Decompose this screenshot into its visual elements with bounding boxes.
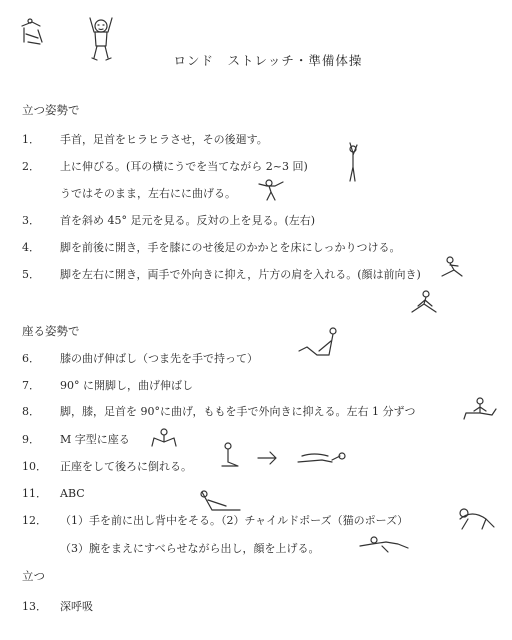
- figure-kneel-recline: [218, 440, 348, 470]
- list-item: [22, 212, 315, 228]
- item-number: 5．: [22, 268, 40, 281]
- figure-seated-reach: [186, 488, 244, 514]
- item-continuation: （3）腕をまえにすべらせながら出し，顔を上げる。: [60, 542, 320, 555]
- item-continuation: うではそのまま，左右にに曲げる。: [60, 187, 236, 200]
- item-text: 正座をして後ろに倒れる。: [60, 460, 192, 473]
- list-item: [22, 377, 193, 393]
- item-number: 12．: [22, 514, 47, 527]
- item-number: 2．: [22, 160, 40, 173]
- section-sitting: 座る姿勢で: [22, 324, 80, 338]
- item-number: 9．: [22, 433, 40, 446]
- item-text: 上に伸びる。(耳の横にうでを当てながら 2~3 回): [60, 160, 308, 173]
- list-item: [22, 158, 308, 174]
- item-text: 手首，足首をヒラヒラさせ，その後廻す。: [60, 133, 268, 146]
- figure-prone-reach: [358, 534, 410, 554]
- list-item: [22, 239, 401, 255]
- figure-stretch-up: [344, 143, 360, 183]
- figure-shelf-sketch: [18, 16, 48, 46]
- item-text: 深呼吸: [60, 600, 93, 613]
- figure-seated-knee-bend: [297, 325, 345, 361]
- page-title: ロンド ストレッチ・準備体操: [173, 53, 363, 68]
- figure-child-pose: [452, 505, 498, 533]
- figure-seated-90-90: [462, 397, 498, 421]
- item-number: 10．: [22, 460, 47, 473]
- item-text: 脚を左右に開き，両手で外向きに抑え，片方の肩を入れる。(顔は前向き): [60, 268, 421, 281]
- item-text: （1）手を前に出し背中をそる。（2）チャイルドポーズ（猫のポーズ）: [60, 514, 409, 527]
- item-number: 8．: [22, 405, 40, 418]
- item-number: 7．: [22, 379, 40, 392]
- list-item: [22, 485, 85, 501]
- list-item: [22, 512, 408, 528]
- item-number: 1．: [22, 133, 40, 146]
- item-text: 膝の曲げ伸ばし（つま先を手で持って）: [60, 352, 258, 365]
- list-item: [22, 403, 416, 419]
- figure-m-sit: [150, 428, 178, 450]
- item-text: ABC: [60, 487, 85, 500]
- item-text: 90° に開脚し，曲げ伸ばし: [60, 379, 193, 392]
- item-number: 13．: [22, 600, 47, 613]
- section-stand: 立つ: [22, 569, 45, 583]
- item-number: 3．: [22, 214, 40, 227]
- item-number: 11．: [22, 487, 47, 500]
- list-item: [22, 458, 192, 474]
- figure-wide-squat: [408, 290, 442, 314]
- list-item: [22, 598, 93, 614]
- list-item: [22, 266, 421, 282]
- section-standing: 立つ姿勢で: [22, 103, 80, 117]
- item-text: 脚を前後に開き，手を膝にのせ後足のかかとを床にしっかりつける。: [60, 241, 401, 254]
- figure-lunge: [438, 256, 466, 278]
- item-text: M 字型に座る: [60, 433, 130, 446]
- figure-side-bend: [257, 178, 285, 200]
- item-number: 4．: [22, 241, 40, 254]
- item-text: 首を斜め 45° 足元を見る。反対の上を見る。(左右): [60, 214, 316, 227]
- list-item: [22, 350, 258, 366]
- item-number: 6．: [22, 352, 40, 365]
- list-item: [22, 131, 268, 147]
- item-text: 脚，膝，足首を 90°に曲げ，ももを手で外向きに抑える。左右 1 分ずつ: [60, 405, 416, 418]
- list-item: [22, 431, 130, 447]
